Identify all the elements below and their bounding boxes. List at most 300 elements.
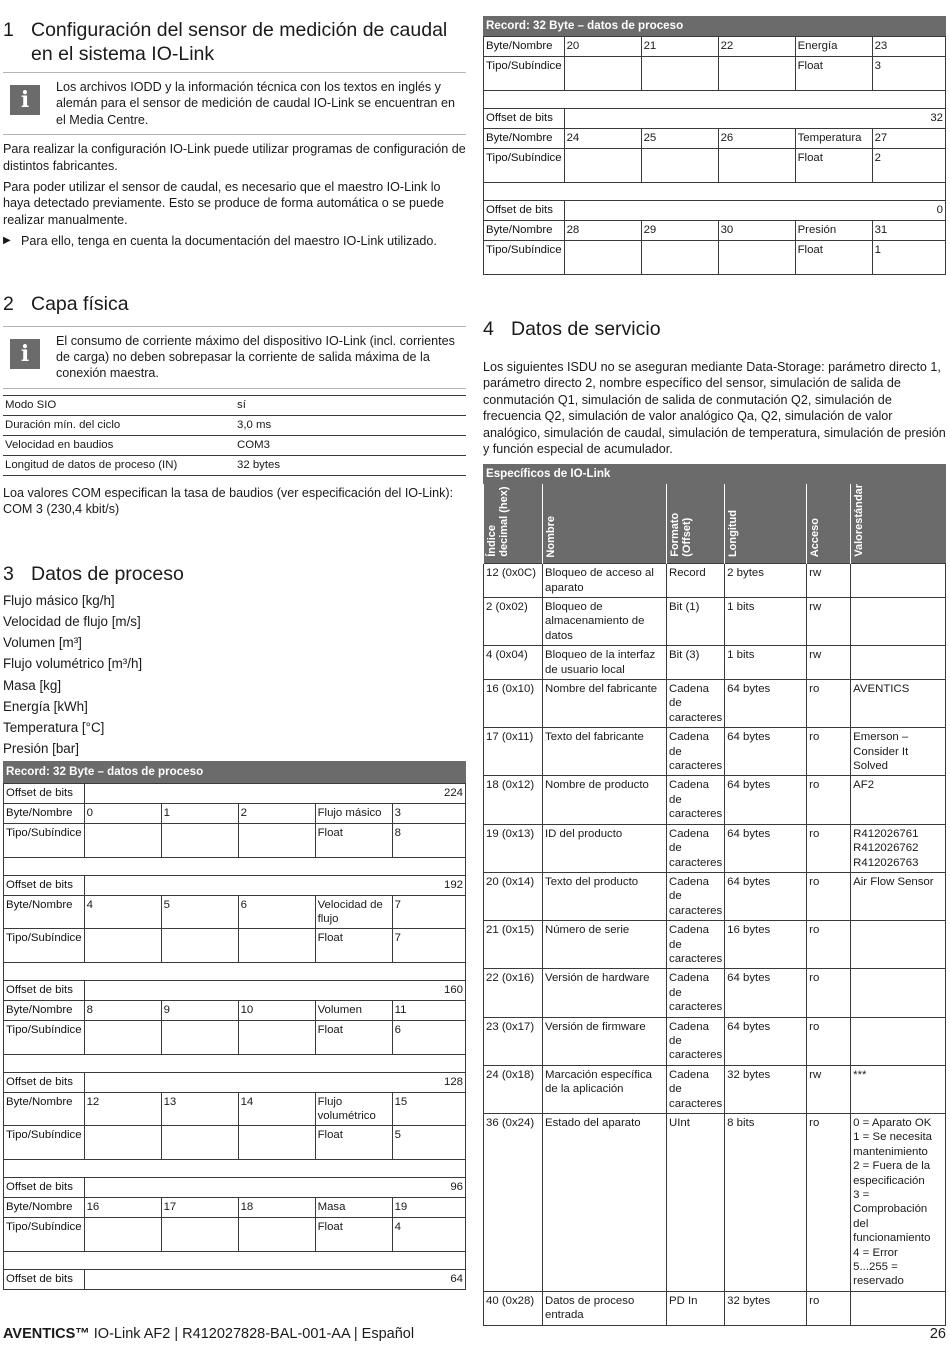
bit-offset: 32	[564, 109, 945, 129]
table-cell: Nombre de producto	[543, 776, 667, 824]
row-label: Byte/Nombre	[484, 129, 565, 149]
info-box	[3, 72, 466, 135]
table-cell	[718, 57, 795, 91]
table-cell: Emerson – Consider It Solved	[851, 728, 946, 776]
bit-offset: 0	[564, 201, 945, 221]
list-item: Flujo volumétrico [m³/h]	[3, 656, 143, 672]
table-cell: 16 bytes	[725, 921, 807, 969]
column-header-label: Valorestándar	[853, 484, 866, 558]
table-cell	[851, 646, 946, 680]
table-cell: 4 (0x04)	[484, 646, 543, 680]
row-label: Offset de bits	[4, 1178, 85, 1198]
table-cell: 1 bits	[725, 646, 807, 680]
table-cell: 21 (0x15)	[484, 921, 543, 969]
table-cell	[851, 1017, 946, 1065]
paragraph: Los siguientes ISDU no se aseguran mediante Data-Storage: parámetro directo 1, parámetro directo 2, nombre específico del sensor, simulación de salida de conmutación Q1, simulación de salida de conmutación Q2, simulación de frecuencia Q2, simulación de valor analógico Qa, Q2, simulación de valor analógico, simulación de caudal, simulación de temperatura, simulación de presión y función especial de acumulador.	[483, 360, 946, 457]
isdu-table	[483, 484, 946, 1325]
table-cell: 1	[872, 241, 945, 275]
row-label: Offset de bits	[484, 201, 565, 221]
table-cell: ID del producto	[543, 824, 667, 872]
table-cell: ro	[807, 872, 851, 920]
table-cell: Temperatura	[795, 129, 872, 149]
table-row	[484, 921, 946, 969]
table-cell: UInt	[667, 1114, 725, 1292]
table-cell: 4	[84, 896, 161, 929]
table-cell: ro	[807, 969, 851, 1017]
table-cell	[84, 1126, 161, 1160]
row-label: Byte/Nombre	[4, 804, 85, 824]
table-cell: 16 (0x10)	[484, 680, 543, 728]
table-cell: Masa	[315, 1198, 392, 1218]
table-cell: 17	[161, 1198, 238, 1218]
list-item: Volumen [m³]	[3, 635, 82, 651]
table-cell: 64 bytes	[725, 1017, 807, 1065]
spacer-cell	[484, 183, 946, 201]
table-row	[4, 896, 466, 929]
table-row	[484, 646, 946, 680]
table-cell: 1	[161, 804, 238, 824]
table-cell: 20	[564, 37, 641, 57]
table-cell	[238, 929, 315, 963]
column-header	[484, 484, 543, 563]
table-cell: 19 (0x13)	[484, 824, 543, 872]
spacer-cell	[4, 963, 466, 981]
table-cell	[161, 1126, 238, 1160]
column-header	[725, 484, 807, 563]
section-title: Datos de servicio	[511, 318, 661, 340]
table-cell: PD In	[667, 1291, 725, 1325]
table-cell: 2 bytes	[725, 564, 807, 598]
table-row	[3, 435, 466, 455]
section-title: Datos de proceso	[31, 562, 184, 585]
table-cell: Estado del aparato	[543, 1114, 667, 1292]
table-cell: 64 bytes	[725, 776, 807, 824]
table-cell: Versión de firmware	[543, 1017, 667, 1065]
table-cell	[641, 57, 718, 91]
table-cell: Bit (1)	[667, 598, 725, 646]
table-cell: 22	[718, 37, 795, 57]
table-cell: Nombre del fabricante	[543, 680, 667, 728]
table-cell: 8 bits	[725, 1114, 807, 1292]
row-label: Byte/Nombre	[4, 1093, 85, 1126]
table-row	[4, 981, 466, 1001]
table-cell: 32 bytes	[725, 1291, 807, 1325]
footer-doc: IO-Link AF2 | R412027828-BAL-001-AA | Español	[89, 1326, 415, 1342]
bit-offset: 96	[84, 1178, 465, 1198]
table-cell: 17 (0x11)	[484, 728, 543, 776]
column-header-label: Longitud	[727, 510, 740, 558]
table-cell: 13	[161, 1093, 238, 1126]
bit-offset: 224	[84, 784, 465, 804]
section-title: Capa física	[31, 292, 129, 315]
table-row	[484, 183, 946, 201]
table-cell	[238, 824, 315, 858]
table-cell: ro	[807, 680, 851, 728]
table-row	[484, 728, 946, 776]
table-cell	[851, 1291, 946, 1325]
table-cell: R412026761 R412026762 R412026763	[851, 824, 946, 872]
table-cell: 5	[392, 1126, 465, 1160]
table-cell: ro	[807, 921, 851, 969]
table-cell: 0	[84, 804, 161, 824]
table-row	[4, 1001, 466, 1021]
table-row	[484, 221, 946, 241]
isdu-table-title: Específicos de IO-Link	[483, 464, 946, 484]
table-cell	[641, 149, 718, 183]
table-cell: ro	[807, 824, 851, 872]
table-row	[484, 91, 946, 109]
table-cell: 3	[872, 57, 945, 91]
table-cell: Flujo volumétrico	[315, 1093, 392, 1126]
table-cell: ro	[807, 1017, 851, 1065]
table-row	[484, 37, 946, 57]
table-cell	[84, 1218, 161, 1252]
spacer-cell	[4, 858, 466, 876]
list-item: Energía [kWh]	[3, 698, 88, 714]
table-row	[484, 1065, 946, 1113]
table-cell	[851, 969, 946, 1017]
table-cell: Texto del fabricante	[543, 728, 667, 776]
table-cell: AVENTICS	[851, 680, 946, 728]
table-cell	[84, 1021, 161, 1055]
column-header	[807, 484, 851, 563]
section-number: 2	[3, 292, 14, 315]
table-cell: 1 bits	[725, 598, 807, 646]
table-cell: Cadena de caracteres	[667, 1017, 725, 1065]
table-cell	[84, 929, 161, 963]
table-cell: 23 (0x17)	[484, 1017, 543, 1065]
table-cell: Volumen	[315, 1001, 392, 1021]
row-label: Byte/Nombre	[4, 1198, 85, 1218]
table-cell: Bloqueo de acceso al aparato	[543, 564, 667, 598]
table-cell: 21	[641, 37, 718, 57]
table-cell: Flujo másico	[315, 804, 392, 824]
column-header	[543, 484, 667, 563]
paragraph: Loa valores COM especifican la tasa de baudios (ver especificación del IO-Link): COM 3 (230,4 kbit/s)	[3, 485, 454, 517]
table-cell: rw	[807, 564, 851, 598]
spacer-cell	[4, 1055, 466, 1073]
table-cell: Cadena de caracteres	[667, 728, 725, 776]
table-cell: 64 bytes	[725, 680, 807, 728]
list-item: Presión [bar]	[3, 741, 79, 757]
table-cell: 2 (0x02)	[484, 598, 543, 646]
table-cell: Float	[795, 57, 872, 91]
footer-document-info	[3, 1326, 414, 1342]
property-name: Longitud de datos de proceso (IN)	[3, 455, 235, 475]
paragraph: Para realizar la configuración IO-Link puede utilizar programas de configuración de distintos fabricantes.	[3, 142, 466, 173]
info-icon: i	[10, 339, 40, 369]
table-row	[484, 564, 946, 598]
page-number: 26	[929, 1326, 946, 1342]
table-cell	[718, 149, 795, 183]
table-row	[4, 1160, 466, 1178]
row-label: Offset de bits	[4, 1270, 85, 1290]
spacer-cell	[484, 91, 946, 109]
table-cell: AF2	[851, 776, 946, 824]
table-cell: Versión de hardware	[543, 969, 667, 1017]
table-cell: 11	[392, 1001, 465, 1021]
column-header	[667, 484, 725, 563]
table-row	[484, 201, 946, 221]
table-row	[484, 149, 946, 183]
table-cell: ***	[851, 1065, 946, 1113]
row-label: Offset de bits	[4, 784, 85, 804]
table-row	[4, 876, 466, 896]
table-cell: 26	[718, 129, 795, 149]
table-cell: 20 (0x14)	[484, 872, 543, 920]
table-cell: Cadena de caracteres	[667, 921, 725, 969]
table-cell: 36 (0x24)	[484, 1114, 543, 1292]
section-4-heading	[483, 317, 946, 341]
row-label: Tipo/Subíndice	[4, 1126, 85, 1160]
row-label: Tipo/Subíndice	[4, 1218, 85, 1252]
table-cell: Cadena de caracteres	[667, 1065, 725, 1113]
info-text: El consumo de corriente máximo del dispositivo IO-Link (incl. corrientes de carga) no deben sobrepasar la corriente de salida máxima de la conexión maestra.	[56, 333, 455, 381]
row-label: Offset de bits	[4, 1073, 85, 1093]
footer-brand: AVENTICS™	[3, 1326, 90, 1342]
table-cell: 19	[392, 1198, 465, 1218]
row-label: Tipo/Subíndice	[484, 241, 565, 275]
table-row	[4, 1093, 466, 1126]
table-cell	[641, 241, 718, 275]
table-row	[4, 1252, 466, 1270]
table-cell: ro	[807, 1291, 851, 1325]
row-label: Byte/Nombre	[484, 221, 565, 241]
table-cell	[851, 598, 946, 646]
table-cell: Float	[795, 149, 872, 183]
section-number: 3	[3, 562, 14, 585]
table-cell: ro	[807, 776, 851, 824]
table-cell: ro	[807, 728, 851, 776]
section-1-heading	[3, 18, 466, 66]
column-header	[851, 484, 946, 563]
table-cell	[161, 1218, 238, 1252]
table-cell: 6	[392, 1021, 465, 1055]
table-cell: 6	[238, 896, 315, 929]
table-cell: 40 (0x28)	[484, 1291, 543, 1325]
table-cell: 14	[238, 1093, 315, 1126]
list-item: Flujo másico [kg/h]	[3, 592, 115, 608]
page-footer	[3, 1326, 946, 1342]
process-data-list	[3, 590, 466, 760]
table-cell: 64 bytes	[725, 872, 807, 920]
section-number: 4	[483, 318, 494, 340]
table-cell: 16	[84, 1198, 161, 1218]
spacer-cell	[4, 1160, 466, 1178]
table-cell: Cadena de caracteres	[667, 824, 725, 872]
table-cell: 2	[238, 804, 315, 824]
table-row	[4, 1126, 466, 1160]
row-label: Tipo/Subíndice	[4, 929, 85, 963]
table-row	[4, 858, 466, 876]
table-cell: rw	[807, 598, 851, 646]
property-value: sí	[235, 395, 466, 415]
property-name: Velocidad en baudios	[3, 435, 235, 455]
table-cell: Número de serie	[543, 921, 667, 969]
property-name: Modo SIO	[3, 395, 235, 415]
table-cell: Bloqueo de almacenamiento de datos	[543, 598, 667, 646]
table-cell: Float	[795, 241, 872, 275]
section-2-heading	[3, 292, 466, 316]
physical-layer-table	[3, 395, 466, 476]
bit-offset: 160	[84, 981, 465, 1001]
record-table-left	[3, 783, 466, 1290]
table-cell: 10	[238, 1001, 315, 1021]
table-row	[4, 963, 466, 981]
table-cell	[564, 241, 641, 275]
table-row	[484, 57, 946, 91]
table-row	[484, 872, 946, 920]
list-item: Velocidad de flujo [m/s]	[3, 613, 141, 629]
list-item: Masa [kg]	[3, 677, 62, 693]
instruction-text: Para ello, tenga en cuenta la documentación del maestro IO-Link utilizado.	[21, 234, 437, 249]
record-table-title: Record: 32 Byte – datos de proceso	[3, 761, 466, 783]
table-cell: Record	[667, 564, 725, 598]
row-label: Offset de bits	[4, 876, 85, 896]
table-cell: 7	[392, 929, 465, 963]
table-cell	[84, 824, 161, 858]
table-row	[484, 598, 946, 646]
table-cell: Float	[315, 1126, 392, 1160]
table-cell: Bloqueo de la interfaz de usuario local	[543, 646, 667, 680]
table-row	[484, 129, 946, 149]
table-cell: 24	[564, 129, 641, 149]
table-cell: 64 bytes	[725, 728, 807, 776]
table-cell: 8	[84, 1001, 161, 1021]
row-label: Tipo/Subíndice	[484, 57, 565, 91]
section-title: Configuración del sensor de medición de caudal en el sistema IO-Link	[31, 19, 448, 65]
table-cell: 64 bytes	[725, 969, 807, 1017]
table-cell: 0 = Aparato OK 1 = Se necesita mantenimiento 2 = Fuera de la especificación 3 = Comprobación del funcionamiento 4 = Error 5...255 = reservado	[851, 1114, 946, 1292]
table-cell: 30	[718, 221, 795, 241]
table-cell: 28	[564, 221, 641, 241]
table-cell: 12 (0x0C)	[484, 564, 543, 598]
table-cell	[851, 564, 946, 598]
table-cell	[851, 921, 946, 969]
list-item: Temperatura [°C]	[3, 719, 105, 735]
table-row	[4, 1055, 466, 1073]
table-row	[4, 1178, 466, 1198]
row-label: Tipo/Subíndice	[4, 1021, 85, 1055]
table-cell: Float	[315, 929, 392, 963]
section-3-heading	[3, 562, 466, 586]
table-row	[3, 415, 466, 435]
table-row	[3, 395, 466, 415]
table-row	[484, 680, 946, 728]
table-row	[4, 1270, 466, 1290]
table-cell	[238, 1126, 315, 1160]
table-cell: Texto del producto	[543, 872, 667, 920]
info-icon: i	[10, 85, 40, 115]
column-header-label: Nombre	[545, 515, 557, 558]
table-cell: 23	[872, 37, 945, 57]
table-cell	[718, 241, 795, 275]
table-cell: 9	[161, 1001, 238, 1021]
table-cell: Cadena de caracteres	[667, 680, 725, 728]
table-row	[4, 929, 466, 963]
row-label: Tipo/Subíndice	[484, 149, 565, 183]
table-cell: 3	[392, 804, 465, 824]
table-cell: Datos de proceso entrada	[543, 1291, 667, 1325]
table-row	[4, 824, 466, 858]
table-cell: Bit (3)	[667, 646, 725, 680]
row-label: Byte/Nombre	[4, 896, 85, 929]
table-row	[484, 1291, 946, 1325]
table-cell: 25	[641, 129, 718, 149]
table-row	[3, 455, 466, 475]
property-value: 3,0 ms	[235, 415, 466, 435]
row-label: Byte/Nombre	[4, 1001, 85, 1021]
table-cell	[161, 1021, 238, 1055]
column-header-label: Índice decimal (hex)	[486, 486, 510, 558]
table-cell: Cadena de caracteres	[667, 872, 725, 920]
property-value: 32 bytes	[235, 455, 466, 475]
row-label: Offset de bits	[484, 109, 565, 129]
row-label: Tipo/Subíndice	[4, 824, 85, 858]
table-cell: Cadena de caracteres	[667, 776, 725, 824]
row-label: Offset de bits	[4, 981, 85, 1001]
table-row	[4, 1198, 466, 1218]
table-cell	[564, 149, 641, 183]
table-row	[4, 784, 466, 804]
info-text: Los archivos IODD y la información técnica con los textos en inglés y alemán para el sensor de medición de caudal IO-Link se encuentran en el Media Centre.	[56, 80, 456, 127]
table-cell: 5	[161, 896, 238, 929]
table-cell	[161, 929, 238, 963]
table-cell: 18 (0x12)	[484, 776, 543, 824]
table-cell	[564, 57, 641, 91]
property-value: COM3	[235, 435, 466, 455]
paragraph: Para poder utilizar el sensor de caudal, es necesario que el maestro IO-Link lo haya detectado previamente. Esto se produce de forma automática o se puede realizar manualmente.	[3, 180, 445, 227]
table-cell: Float	[315, 1218, 392, 1252]
table-cell: 15	[392, 1093, 465, 1126]
bit-offset: 64	[84, 1270, 465, 1290]
table-cell	[161, 824, 238, 858]
record-table-title: Record: 32 Byte – datos de proceso	[483, 16, 946, 36]
row-label: Byte/Nombre	[484, 37, 565, 57]
table-row	[484, 241, 946, 275]
table-cell	[238, 1021, 315, 1055]
table-cell: Velocidad de flujo	[315, 896, 392, 929]
table-cell: 2	[872, 149, 945, 183]
table-cell: Cadena de caracteres	[667, 969, 725, 1017]
section-number: 1	[3, 19, 14, 41]
table-cell: Energía	[795, 37, 872, 57]
table-row	[484, 1017, 946, 1065]
table-cell	[238, 1218, 315, 1252]
table-cell: 7	[392, 896, 465, 929]
table-row	[484, 824, 946, 872]
table-cell: 8	[392, 824, 465, 858]
table-cell: Marcación específica de la aplicación	[543, 1065, 667, 1113]
table-row	[484, 109, 946, 129]
table-cell: 31	[872, 221, 945, 241]
table-cell: rw	[807, 646, 851, 680]
table-row	[4, 1021, 466, 1055]
triangle-bullet-icon: ▶	[3, 235, 11, 247]
info-box	[3, 326, 466, 389]
table-row	[484, 969, 946, 1017]
instruction-step	[3, 233, 466, 249]
column-header-label: Acceso	[809, 518, 822, 558]
table-cell: 32 bytes	[725, 1065, 807, 1113]
table-cell: 12	[84, 1093, 161, 1126]
table-cell: 18	[238, 1198, 315, 1218]
table-row	[4, 804, 466, 824]
bit-offset: 192	[84, 876, 465, 896]
table-cell: Presión	[795, 221, 872, 241]
table-cell: 24 (0x18)	[484, 1065, 543, 1113]
table-cell: Air Flow Sensor	[851, 872, 946, 920]
